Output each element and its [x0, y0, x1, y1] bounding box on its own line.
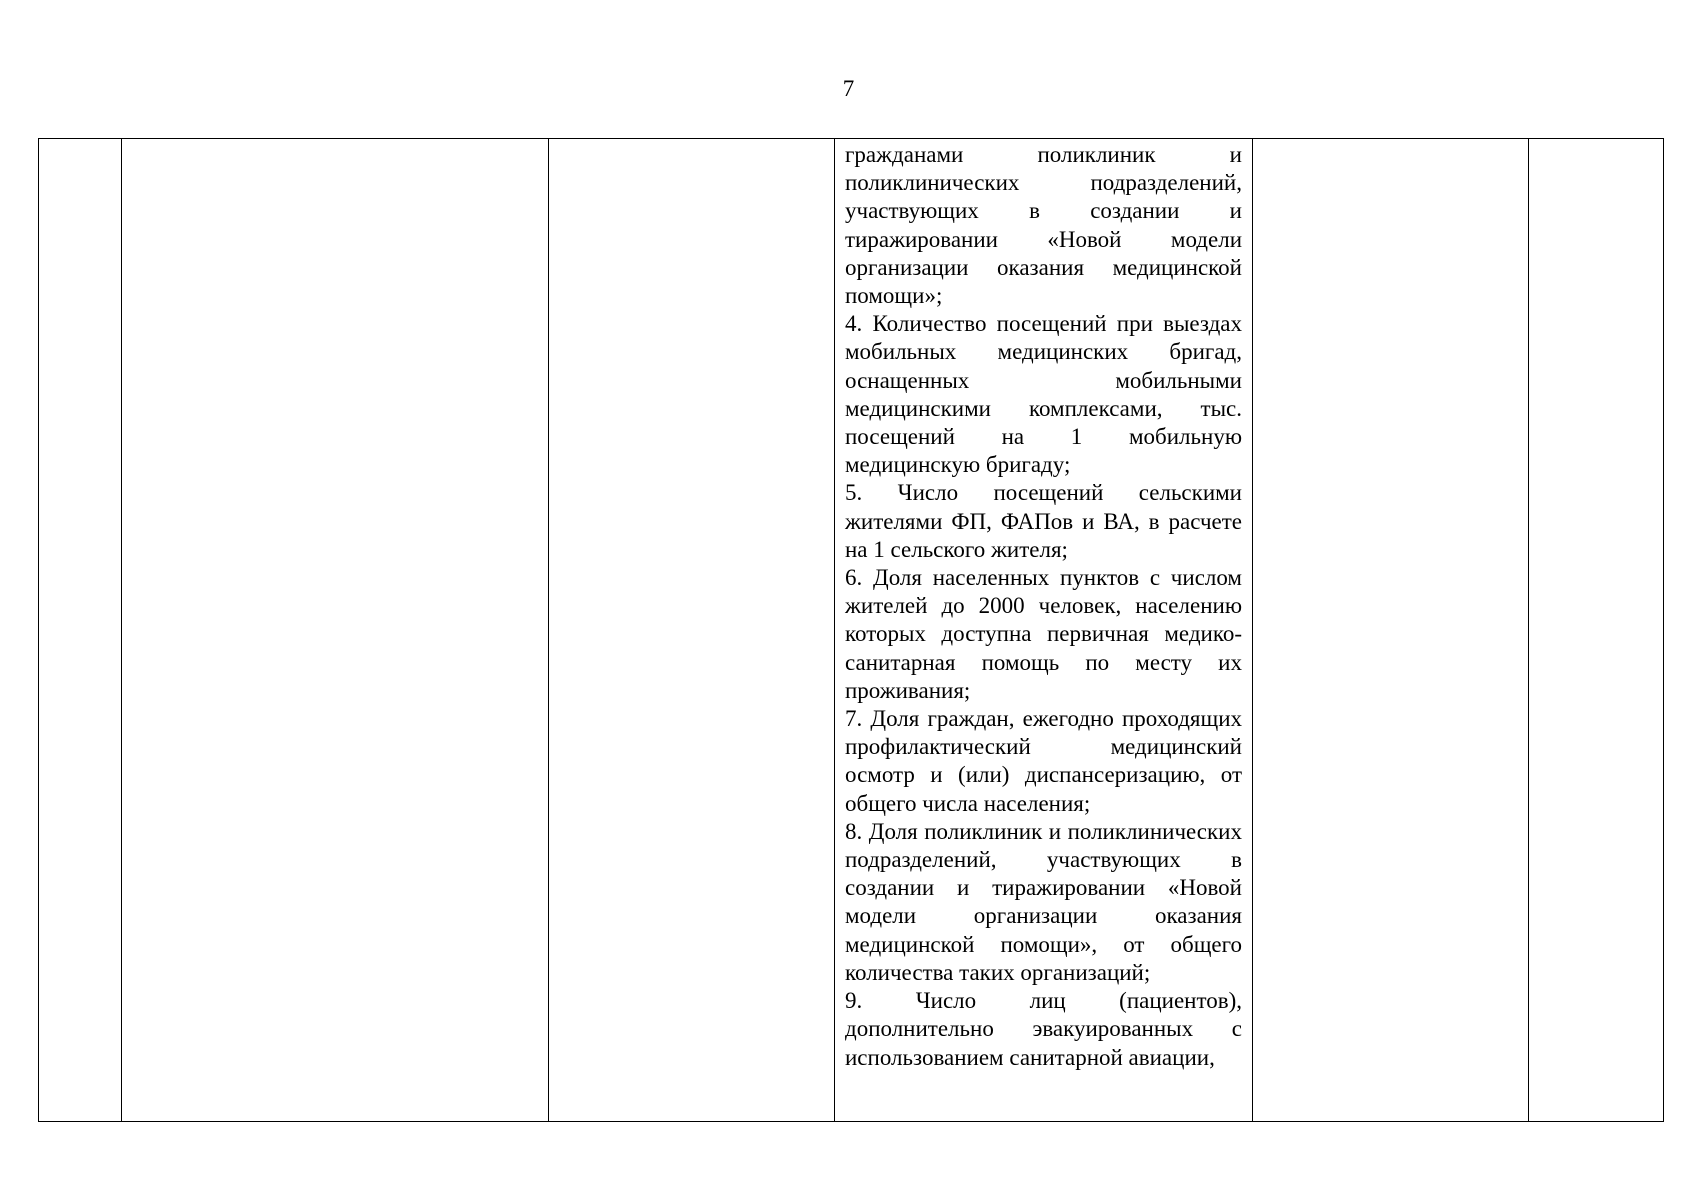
cell-indicators — [835, 139, 1253, 1122]
indicator-paragraph: 4. Количество посещений при выездах мобильных медицинских бригад, оснащенных мобильными медицинскими комплексами, тыс. посещений на 1 мобильную медицинскую бригаду; — [845, 311, 1242, 478]
document-table — [38, 138, 1664, 1122]
page-number: 7 — [842, 76, 855, 101]
cell-deadline — [1529, 139, 1664, 1122]
indicator-paragraph: 7. Доля граждан, ежегодно проходящих профилактический медицинский осмотр и (или) диспансеризацию, от общего числа населения; — [845, 706, 1242, 816]
cell-description — [549, 139, 835, 1122]
indicator-paragraph: 6. Доля населенных пунктов с числом жителей до 2000 человек, населению которых доступна первичная медико-санитарная помощь по месту их проживания; — [845, 565, 1242, 703]
cell-responsible — [1253, 139, 1529, 1122]
cell-name — [122, 139, 549, 1122]
indicator-paragraph: 5. Число посещений сельскими жителями ФП, ФАПов и ВА, в расчете на 1 сельского жителя; — [845, 480, 1242, 562]
table-row — [39, 139, 1664, 1122]
indicator-paragraph: гражданами поликлиник и поликлинических подразделений, участвующих в создании и тиражировании «Новой модели организации оказания медицинской помощи»; — [845, 142, 1242, 309]
indicator-paragraph: 8. Доля поликлиник и поликлинических подразделений, участвующих в создании и тиражировании «Новой модели организации оказания медицинской помощи», от общего количества таких организаций; — [845, 818, 1242, 985]
indicator-paragraph: 9. Число лиц (пациентов), дополнительно эвакуированных с использованием санитарной авиации, — [845, 988, 1242, 1070]
cell-number — [39, 139, 122, 1122]
